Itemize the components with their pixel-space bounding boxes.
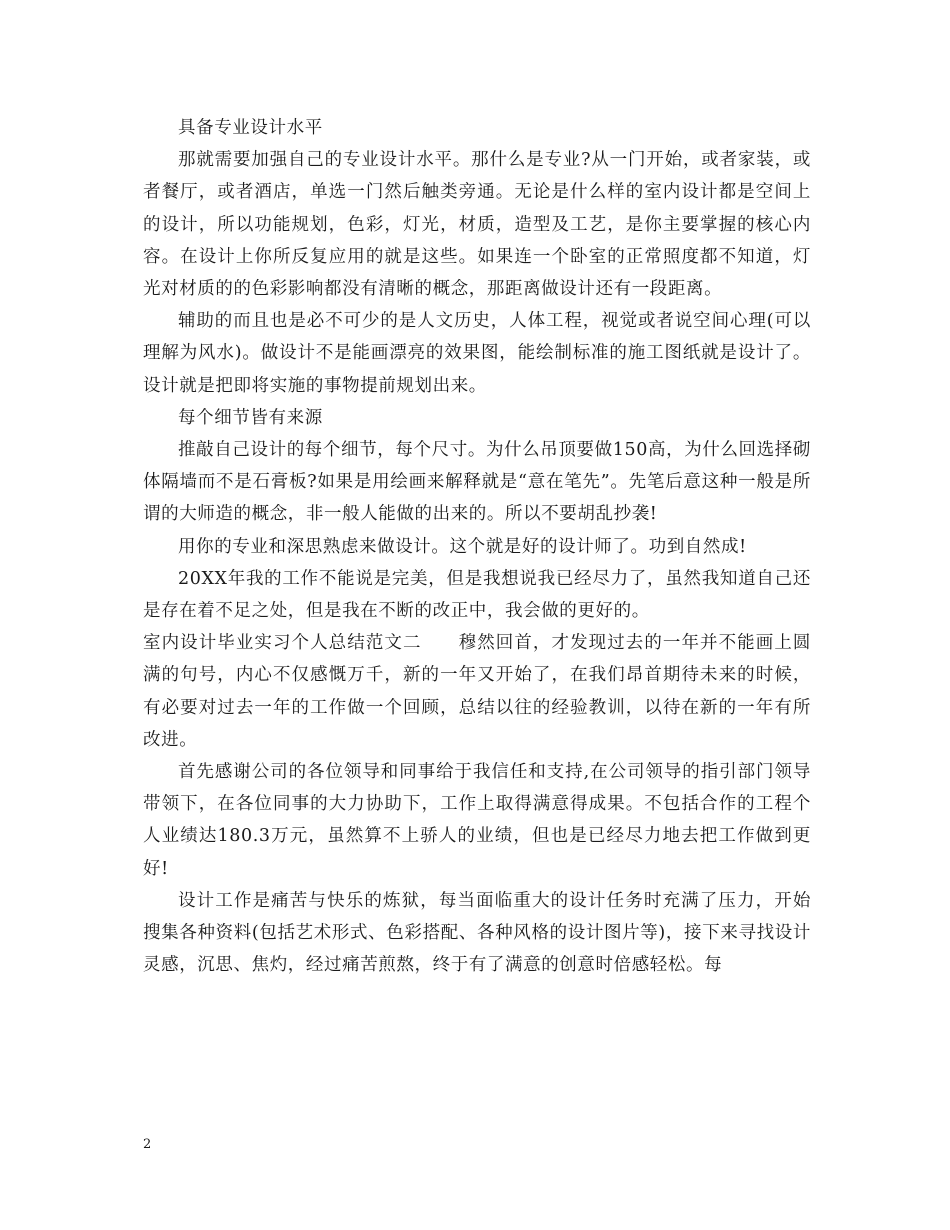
body-paragraph: 设计工作是痛苦与快乐的炼狱，每当面临重大的设计任务时充满了压力，开始搜集各种资料(包括艺术形式、色彩搭配、各种风格的设计图片等)，接下来寻找设计灵感，沉思、焦灼，经过痛苦煎熬，终于有了满意的创意时倍感轻松。每 (143, 890, 811, 976)
body-paragraph: 那就需要加强自己的专业设计水平。那什么是专业?从一门开始，或者家装，或者餐厅，或者酒店，单选一门然后触类旁通。无论是什么样的室内设计都是空间上的设计，所以功能规划，色彩，灯光，材质，造型及工艺，是你主要掌握的核心内容。在设计上你所反复应用的就是这些。如果连一个卧室的正常照度都不知道，灯光对材质的的色彩影响都没有清晰的概念，那距离做设计还有一段距离。 (143, 150, 811, 300)
body-paragraph: 辅助的而且也是必不可少的是人文历史，人体工程，视觉或者说空间心理(可以理解为风水)。做设计不是能画漂亮的效果图，能绘制标准的施工图纸就是设计了。设计就是把即将实施的事物提前规划出来。 (143, 311, 811, 396)
section-heading: 每个细节皆有来源 (178, 407, 323, 428)
document-page (143, 112, 811, 981)
article-title-paragraph: 室内设计毕业实习个人总结范文二 穆然回首，才发现过去的一年并不能画上圆满的句号，内心不仅感慨万千，新的一年又开始了，在我们昂首期待未来的时候，有必要对过去一年的工作做一个回顾，总结以往的经验教训，以待在新的一年有所改进。 (143, 633, 811, 750)
body-paragraph: 用你的专业和深思熟虑来做设计。这个就是好的设计师了。功到自然成! (178, 536, 747, 557)
section-heading: 具备专业设计水平 (178, 118, 323, 138)
body-paragraph: 首先感谢公司的各位领导和同事给于我信任和支持,在公司领导的指引部门领导带领下，在各位同事的大力协助下，工作上取得满意得成果。不包括合作的工程个人业绩达180.3万元，虽然算不上骄人的业绩，但也是已经尽力地去把工作做到更好! (143, 762, 811, 879)
body-paragraph: 推敲自己设计的每个细节，每个尺寸。为什么吊顶要做150高，为什么回选择砌体隔墙而不是石膏板?如果是用绘画来解释就是“意在笔先”。先笔后意这种一般是所谓的大师造的概念，非一般人能做的出来的。所以不要胡乱抄袭! (143, 440, 811, 525)
page-number: 2 (143, 1137, 152, 1152)
body-paragraph: 20XX年我的工作不能说是完美，但是我想说我已经尽力了，虽然我知道自己还是存在着不足之处，但是我在不断的改正中，我会做的更好的。 (143, 568, 811, 622)
